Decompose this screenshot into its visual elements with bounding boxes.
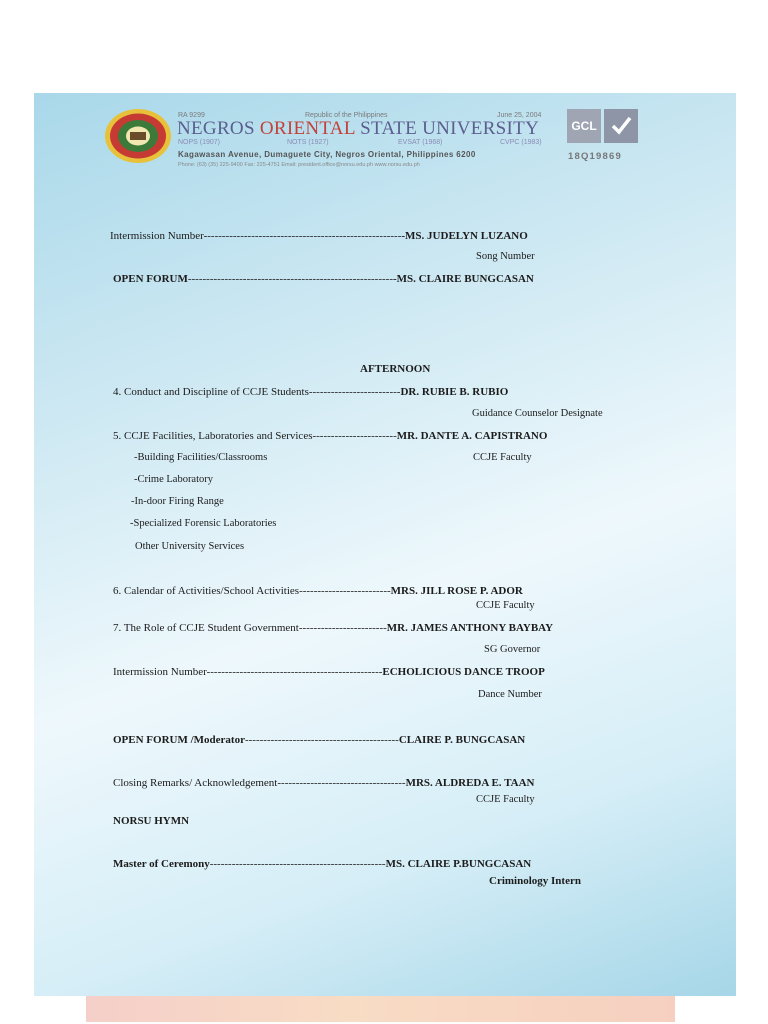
certification-badge bbox=[567, 109, 639, 145]
hymn-row: NORSU HYMN bbox=[113, 815, 190, 827]
history-1: NOPS (1907) bbox=[178, 139, 221, 146]
intermission-1-note: Song Number bbox=[476, 251, 535, 262]
certification-check-icon bbox=[604, 109, 638, 143]
item-5-sub: -Specialized Forensic Laboratories bbox=[130, 518, 277, 529]
university-contact: Phone: (63) (35) 225-9400 Fax: 225-4751 Email: president.office@norsu.edu.ph www.norsu.edu.ph bbox=[178, 162, 420, 168]
gcl-logo: GCL bbox=[567, 109, 601, 143]
closing-note: CCJE Faculty bbox=[476, 794, 535, 805]
history-3: EVSAT (1968) bbox=[398, 139, 443, 146]
afternoon-heading: AFTERNOON bbox=[360, 363, 431, 375]
intermission-2-row: Intermission Number------------------------------------------------ECHOLICIOUS DANCE TROOP bbox=[113, 666, 545, 678]
certificate-number: 18Q19869 bbox=[568, 151, 622, 162]
footer-band bbox=[86, 996, 675, 1022]
open-forum-2-row: OPEN FORUM /Moderator------------------------------------------CLAIRE P. BUNGCASAN bbox=[113, 734, 526, 746]
university-address: Kagawasan Avenue, Dumaguete City, Negros Oriental, Philippines 6200 bbox=[178, 150, 476, 159]
item-5-sub: -In-door Firing Range bbox=[131, 496, 224, 507]
item-5-sub: Other University Services bbox=[135, 541, 245, 552]
item-7-note: SG Governor bbox=[484, 644, 541, 655]
item-4-row: 4. Conduct and Discipline of CCJE Students-------------------------DR. RUBIE B. RUBIO bbox=[113, 386, 509, 398]
university-seal-icon bbox=[104, 108, 172, 164]
intermission-1-row: Intermission Number-------------------------------------------------------MS. JUDELYN LUZANO bbox=[110, 230, 528, 242]
history-4: CVPC (1983) bbox=[500, 139, 542, 146]
item-6-note: CCJE Faculty bbox=[476, 600, 535, 611]
item-5-note: CCJE Faculty bbox=[473, 452, 532, 463]
item-6-row: 6. Calendar of Activities/School Activities-------------------------MRS. JILL ROSE P. ADOR bbox=[113, 585, 523, 597]
mc-row: Master of Ceremony------------------------------------------------MS. CLAIRE P.BUNGCASAN bbox=[113, 858, 532, 870]
item-5-row: 5. CCJE Facilities, Laboratories and Services-----------------------MR. DANTE A. CAPISTRANO bbox=[113, 430, 548, 442]
closing-row: Closing Remarks/ Acknowledgement-----------------------------------MRS. ALDREDA E. TAAN bbox=[113, 777, 535, 789]
university-name: NEGROS ORIENTAL STATE UNIVERSITY bbox=[177, 118, 540, 139]
charter-date: June 25, 2004 bbox=[497, 112, 542, 119]
item-5-sub: -Building Facilities/Classrooms bbox=[134, 452, 268, 463]
item-4-note: Guidance Counselor Designate bbox=[472, 408, 603, 419]
intermission-2-note: Dance Number bbox=[478, 689, 542, 700]
ra-number: RA 9299 bbox=[178, 112, 205, 119]
item-5-sub: -Crime Laboratory bbox=[134, 474, 214, 485]
republic-text: Republic of the Philippines bbox=[305, 112, 388, 119]
history-2: NOTS (1927) bbox=[287, 139, 329, 146]
mc-note: Criminology Intern bbox=[489, 875, 581, 887]
open-forum-1-row: OPEN FORUM---------------------------------------------------------MS. CLAIRE BUNGCASAN bbox=[113, 273, 534, 285]
item-7-row: 7. The Role of CCJE Student Government------------------------MR. JAMES ANTHONY BAYBAY bbox=[113, 622, 554, 634]
